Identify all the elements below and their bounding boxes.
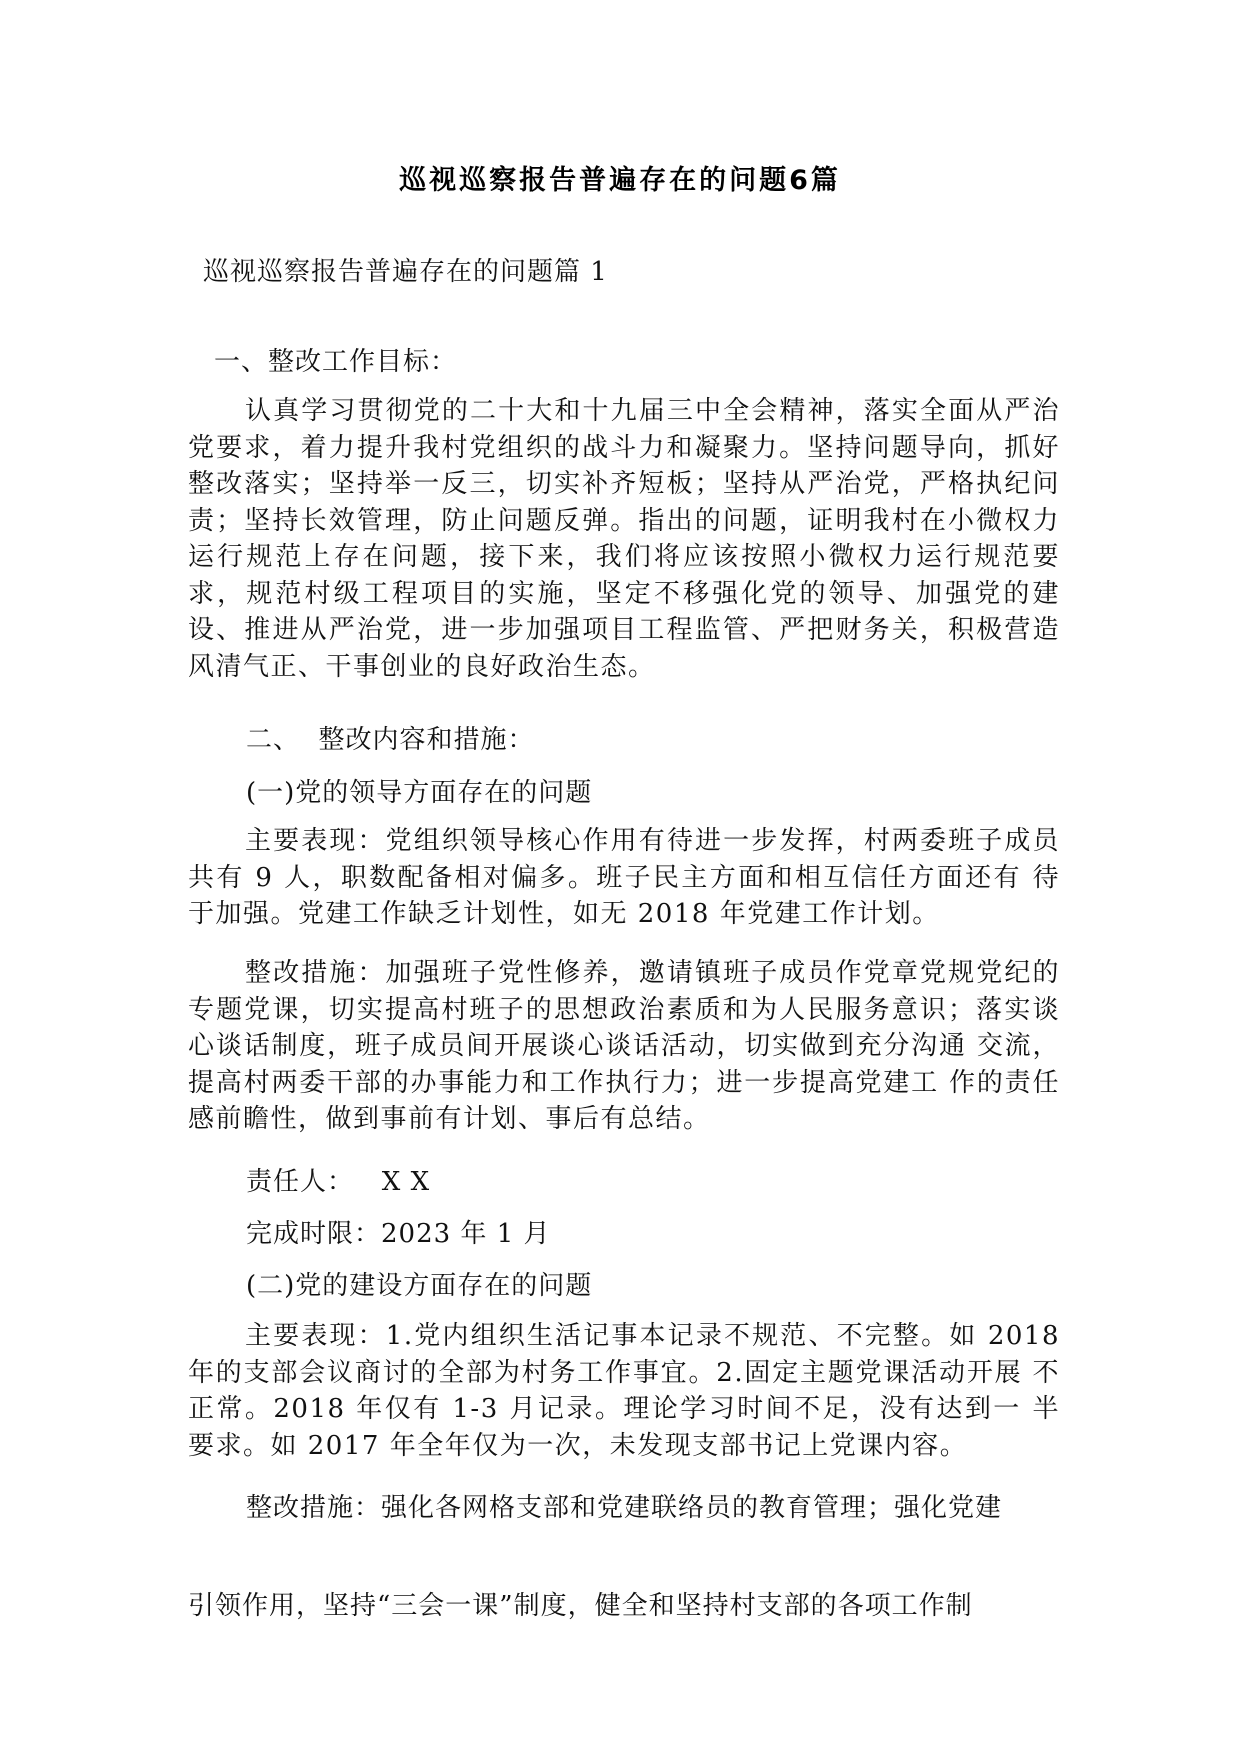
- sub1-deadline: 完成时限：2023 年 1 月: [246, 1219, 551, 1249]
- part2-heading: 二、 整改内容和措施：: [246, 725, 535, 755]
- document-title: 巡视巡察报告普遍存在的问题6篇: [399, 165, 841, 196]
- sub1-heading: (一)党的领导方面存在的问题: [246, 778, 593, 808]
- sub1-problem-paragraph: 主要表现：党组织领导核心作用有待进一步发挥，村两委班子成员共有 9 人，职数配备相对偏多。班子民主方面和相互信任方面还有 待于加强。党建工作缺乏计划性，如无 2018 年党建工作计划。: [188, 826, 1060, 929]
- sub1-measures-paragraph: 整改措施：加强班子党性修养，邀请镇班子成员作党章党规党纪的专题党课，切实提高村班子的思想政治素质和为人民服务意识；落实谈心谈话制度，班子成员间开展谈心谈话活动，切实做到充分沟通 交流，提高村两委干部的办事能力和工作执行力；进一步提高党建工 作的责任感前瞻性，做到事前有计划、事后有总结。: [188, 958, 1060, 1134]
- part1-body-paragraph: 认真学习贯彻党的二十大和十九届三中全会精神，落实全面从严治党要求，着力提升我村党组织的战斗力和凝聚力。坚持问题导向，抓好整改落实；坚持举一反三，切实补齐短板；坚持从严治党，严格执纪问责；坚持长效管理，防止问题反弹。指出的问题，证明我村在小微权力运行规范上存在问题，接下来，我们将应该按照小微权力运行规范要求，规范村级工程项目的实施，坚定不移强化党的领导、加强党的建设、推进从严治党，进一步加强项目工程监管、严把财务关，积极营造风清气正、干事创业的良好政治生态。: [188, 396, 1060, 682]
- sub2-heading: (二)党的建设方面存在的问题: [246, 1271, 593, 1301]
- sub2-measures-line1: 整改措施：强化各网格支部和党建联络员的教育管理；强化党建: [246, 1493, 1003, 1523]
- sub2-measures-line2: 引领作用，坚持“三会一课”制度，健全和坚持村支部的各项工作制: [188, 1591, 973, 1621]
- part1-heading: 一、整改工作目标：: [214, 347, 458, 377]
- sub2-problem-paragraph: 主要表现：1.党内组织生活记事本记录不规范、不完整。如 2018 年的支部会议商讨的全部为村务工作事宜。2.固定主题党课活动开展 不正常。2018 年仅有 1-3 月记录。理论学习时间不足，没有达到一 半要求。如 2017 年全年仅为一次，未发现支部书记上党课内容。: [188, 1321, 1060, 1461]
- section-heading: 巡视巡察报告普遍存在的问题篇 1: [203, 257, 608, 287]
- sub1-responsible: 责任人： X X: [246, 1167, 431, 1197]
